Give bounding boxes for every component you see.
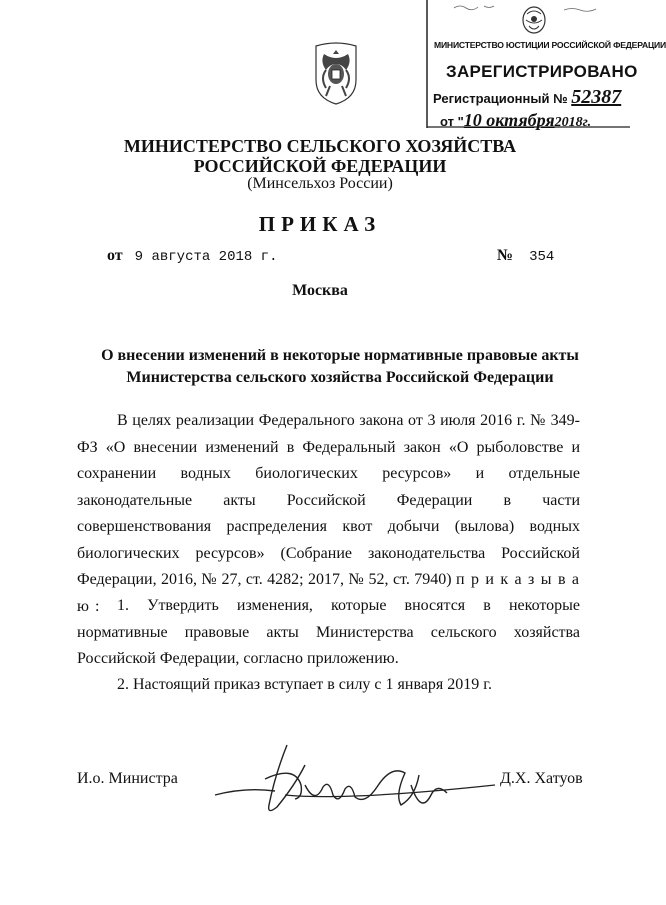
coat-of-arms-icon bbox=[312, 40, 360, 111]
order-date bbox=[107, 247, 277, 265]
subject-line1: О внесении изменений в некоторые нормативные правовые акты bbox=[101, 347, 579, 364]
number-value: 354 bbox=[529, 249, 555, 265]
stamp-date bbox=[440, 110, 591, 131]
stamp-date-prefix: от " bbox=[440, 114, 464, 129]
stamp-date-handwritten: 10 октября bbox=[463, 110, 555, 130]
stamp-ministry: МИНИСТЕРСТВО ЮСТИЦИИ РОССИЙСКОЙ ФЕДЕРАЦИИ bbox=[434, 40, 666, 50]
stamp-status: ЗАРЕГИСТРИРОВАНО bbox=[446, 62, 638, 81]
document-type: ПРИКАЗ bbox=[258, 212, 382, 236]
order-number bbox=[497, 247, 554, 265]
stamp-registration bbox=[433, 86, 621, 109]
order-subject bbox=[80, 345, 600, 389]
preamble-text: В целях реализации Федерального закона от 3 июля 2016 г. № 349-ФЗ «О внесении изменений в Федеральный закон «О рыболовстве и сохранении водных биологических ресурсов» и отдельные законодательные акты Российской Федерации в части совершенствования распределения квот добычи (вылова) водных биологических ресурсов» (Собрание законодательства Российской Федерации, 2016, № 27, ст. 4282; 2017, № 52, ст. 7940) bbox=[77, 412, 580, 588]
signatory-name: Д.Х. Хатуов bbox=[500, 770, 583, 787]
signatory-position: И.о. Министра bbox=[77, 770, 178, 787]
stamp-reg-label: Регистрационный № bbox=[433, 91, 568, 106]
subject-line2: Министерства сельского хозяйства Российской Федерации bbox=[126, 369, 554, 386]
date-label: от bbox=[107, 247, 123, 264]
stamp-date-suffix: 2018г. bbox=[554, 115, 592, 130]
date-value: 9 августа 2018 г. bbox=[134, 249, 278, 265]
body-paragraph-2: 1. Утвердить изменения, которые вносятся в некоторые нормативные правовые акты Министерства сельского хозяйства Российской Федерации, согласно приложению. bbox=[77, 597, 580, 667]
ministry-short-name: (Минсельхоз России) bbox=[247, 175, 393, 192]
body-paragraph-1 bbox=[77, 408, 580, 620]
stamp-emblem-icon bbox=[523, 7, 545, 33]
number-label: № bbox=[497, 247, 514, 264]
ministry-name-line1: МИНИСТЕРСТВО СЕЛЬСКОГО ХОЗЯЙСТВА bbox=[123, 136, 517, 156]
order-verb: п р и к а з ы в а ю : bbox=[77, 571, 581, 615]
ministry-name-line2: РОССИЙСКОЙ ФЕДЕРАЦИИ bbox=[193, 156, 447, 176]
body-paragraph-3: 2. Настоящий приказ вступает в силу с 1 января 2019 г. bbox=[117, 676, 493, 693]
handwritten-signature bbox=[205, 735, 505, 830]
city: Москва bbox=[292, 282, 348, 299]
stamp-reg-number: 52387 bbox=[571, 86, 622, 108]
